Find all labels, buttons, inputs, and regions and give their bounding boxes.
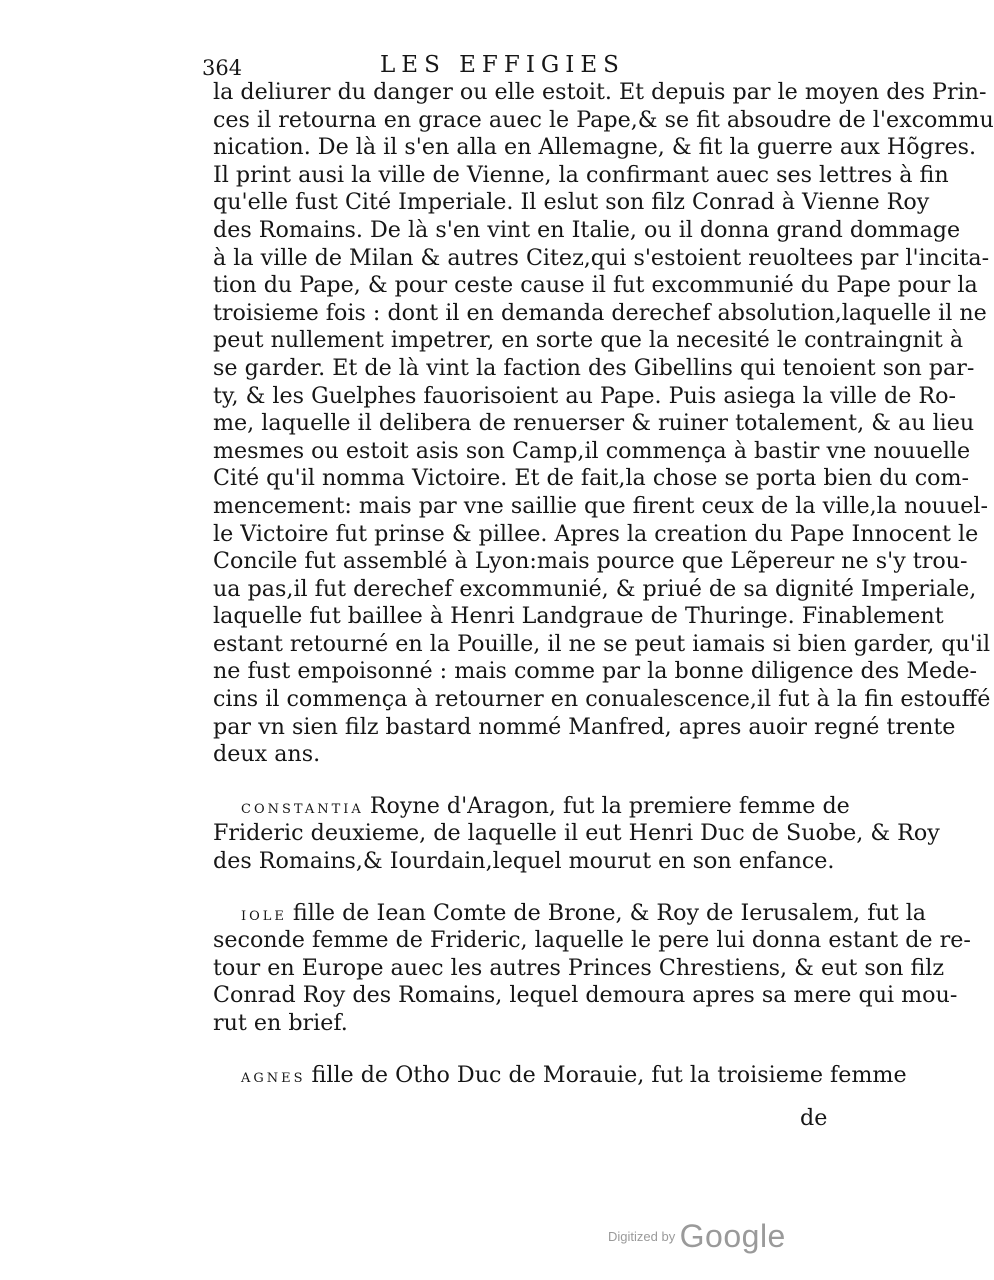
text-line: Il print ausi la ville de Vienne, la confirmant auec ses lettres à fin (213, 161, 949, 188)
catchword: de (800, 1105, 828, 1131)
entry-text: fille de Iean Comte de Brone, & Roy de Ierusalem, fut la (292, 899, 927, 926)
entry-name: AGNES (241, 1070, 306, 1086)
text-line: ne fust empoisonné : mais comme par la bonne diligence des Mede- (213, 658, 978, 685)
google-logo: Google (679, 1218, 786, 1254)
text-line: me, laquelle il delibera de renuerser & ruiner totalement, & au lieu (213, 410, 975, 437)
body-text (213, 79, 994, 1089)
text-line: estant retourné en la Pouille, il ne se peut iamais si bien garder, qu'il (213, 630, 991, 657)
entry-iole (213, 899, 971, 1038)
text-line (213, 792, 850, 821)
running-title: LES EFFIGIES (380, 52, 625, 78)
text-line: mencement: mais par vne saillie que firent ceux de la ville,la nouuel- (213, 492, 988, 519)
text-line: la deliurer du danger ou elle estoit. Et depuis par le moyen des Prin- (213, 79, 987, 105)
entry-name: IOLE (241, 908, 287, 924)
text-line: le Victoire fut prinse & pillee. Apres la creation du Pape Innocent le (213, 520, 979, 547)
text-line: troisieme fois : dont il en demanda derechef absolution,laquelle il ne (213, 299, 987, 326)
page-number: 364 (202, 56, 243, 80)
text-line: deux ans. (213, 741, 321, 768)
digitized-by-google-watermark (608, 1218, 786, 1255)
paragraph-continuation (213, 79, 994, 769)
text-line: seconde femme de Frideric, laquelle le pere lui donna estant de re- (213, 927, 971, 954)
text-line: peut nullement impetrer, en sorte que la necesité le contraingnit à (213, 327, 964, 354)
text-line: laquelle fut baillee à Henri Landgraue de Thuringe. Finablement (213, 603, 944, 630)
text-line: se garder. Et de là vint la faction des Gibellins qui tenoient son par- (213, 354, 975, 381)
text-line: Concile fut assemblé à Lyon:mais pource que Lẽpereur ne s'y trou- (213, 548, 968, 575)
text-line: tour en Europe auec les autres Princes Chrestiens, & eut son filz (213, 954, 945, 981)
entry-text: fille de Otho Duc de Morauie, fut la troisieme femme (311, 1061, 907, 1088)
text-line: Conrad Roy des Romains, lequel demoura apres sa mere qui mou- (213, 982, 958, 1009)
entry-constantia (213, 792, 940, 876)
entry-text: Royne d'Aragon, fut la premiere femme de (369, 792, 850, 819)
text-line: par vn sien filz bastard nommé Manfred, apres auoir regné trente (213, 713, 956, 740)
entry-name: CONSTANTIA (241, 801, 364, 817)
entry-agnes (213, 1061, 907, 1090)
text-line: des Romains,& Iourdain,lequel mourut en son enfance. (213, 848, 835, 875)
text-line: rut en brief. (213, 1010, 348, 1036)
text-line: qu'elle fust Cité Imperiale. Il eslut son filz Conrad à Vienne Roy (213, 189, 930, 216)
text-line: Frideric deuxieme, de laquelle il eut Henri Duc de Suobe, & Roy (213, 820, 940, 847)
text-line (213, 1061, 907, 1090)
text-line: ty, & les Guelphes fauorisoient au Pape. Puis asiega la ville de Ro- (213, 382, 956, 409)
text-line: mesmes ou estoit asis son Camp,il commença à bastir vne nouuelle (213, 437, 971, 464)
text-line: cins il commença à retourner en conualescence,il fut à la fin estouffé (213, 686, 991, 713)
text-line: tion du Pape, & pour ceste cause il fut excommunié du Pape pour la (213, 272, 978, 299)
page-header (202, 52, 672, 82)
text-line: des Romains. De là s'en vint en Italie, ou il donna grand dommage (213, 216, 961, 243)
text-line: à la ville de Milan & autres Citez,qui s'estoient reuoltees par l'incita- (213, 244, 990, 271)
watermark-prefix: Digitized by (608, 1229, 676, 1244)
text-line: ces il retourna en grace auec le Pape,& se fit absoudre de l'excommu (213, 106, 994, 133)
text-line: ua pas,il fut derechef excommunié, & priué de sa dignité Imperiale, (213, 575, 977, 602)
text-line: nication. De là il s'en alla en Allemagne, & fit la guerre aux Hõgres. (213, 134, 977, 161)
text-line (213, 899, 927, 928)
text-line: Cité qu'il nomma Victoire. Et de fait,la chose se porta bien du com- (213, 465, 970, 492)
